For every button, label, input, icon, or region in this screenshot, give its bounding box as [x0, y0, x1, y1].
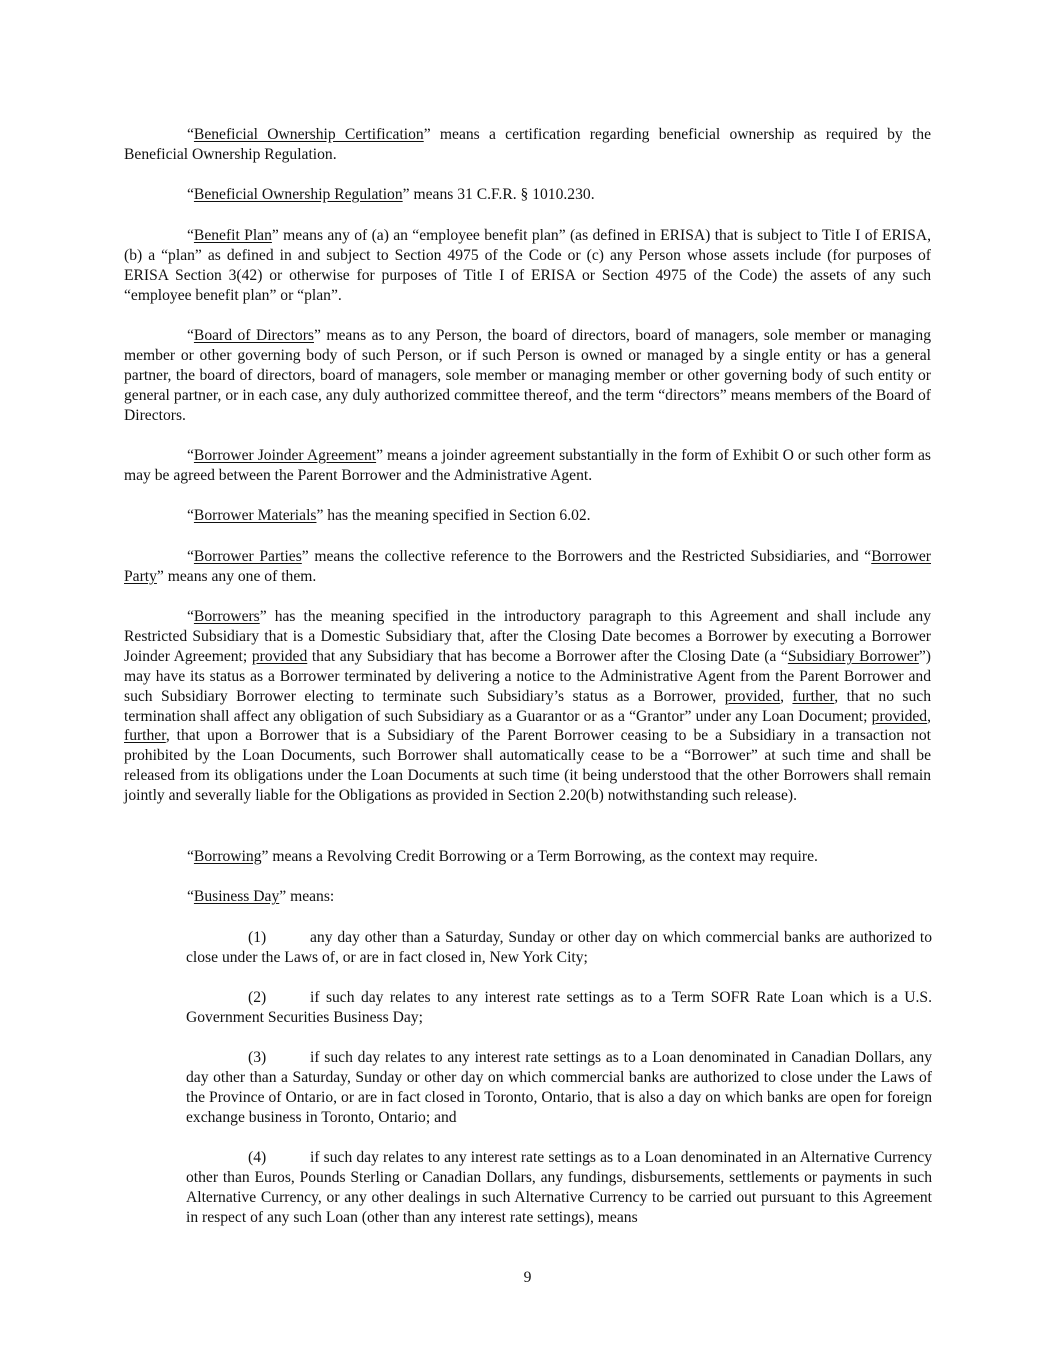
business-day-item-2 [186, 988, 932, 1028]
definition-borrowing [124, 847, 931, 867]
quote-open: “ [187, 608, 194, 625]
proviso-term: provided [724, 687, 781, 705]
item-text: if such day relates to any interest rate settings as to a Loan denominated in an Alternative Currency other than Euros, Pounds Sterling or Canadian Dollars, any fundings, disbursements, settlements or payments in such Alternative Currency, or any other dealings in such Alternative Currency to be carried out pursuant to this Agreement in respect of any such Loan (other than any interest rate settings), means [186, 1149, 932, 1226]
definition-text: ” means a certification regarding beneficial ownership as required by the Beneficial Ownership Regulation. [124, 126, 931, 163]
definition-text: ” means: [279, 888, 335, 905]
definition-benefit-plan [124, 226, 931, 306]
definition-text: , that upon a Borrower that is a Subsidiary of the Parent Borrower ceasing to be a Subsidiary in a transaction not prohibited by the Loan Documents, such Borrower shall automatically cease to be a “Borrower” at such time and shall be released from its obligations under the Loan Documents at such time (it being understood that the other Borrowers shall remain jointly and severally liable for the Obligations as provided in Section 2.20(b) notwithstanding such release). [124, 727, 931, 805]
defined-term: Business Day [193, 888, 280, 905]
page-number: 9 [523, 1269, 532, 1286]
quote-open: “ [187, 548, 194, 565]
quote-open: “ [187, 848, 194, 865]
definition-text: ” has the meaning specified in the introductory paragraph to this Agreement and shall include any Restricted Subsidiary that is a Domestic Subsidiary that, after the Closing Date becomes a Borrower by executing a Borrower Joinder Agreement; [124, 608, 931, 665]
definition-borrower-parties [124, 547, 931, 587]
definition-text: , that no such termination shall affect any obligation of such Subsidiary as a Guarantor or as a “Grantor” under any Loan Document; [124, 687, 932, 725]
definition-text: ”) may have its status as a Borrower terminated by delivering a notice to the Administrative Agent from the Parent Borrower and such Subsidiary Borrower electing to terminate such Subsidiary’s status as a Borrower, [124, 647, 932, 705]
business-day-item-4 [186, 1148, 932, 1228]
definition-business-day [124, 887, 931, 907]
defined-term: Benefit Plan [193, 227, 272, 244]
definition-text: ” means a Revolving Credit Borrowing or a Term Borrowing, as the context may require. [261, 848, 818, 865]
quote-open: “ [187, 447, 194, 464]
quote-open: “ [187, 507, 194, 524]
proviso-term: provided [251, 647, 308, 665]
proviso-term: further [792, 687, 835, 705]
defined-term: Borrower Materials [193, 507, 317, 524]
definition-text-end: ” means any one of them. [156, 567, 317, 585]
defined-term: Borrowers [193, 608, 260, 625]
definition-board-of-directors [124, 326, 931, 426]
definition-beneficial-ownership-regulation [124, 185, 931, 205]
business-day-item-3 [186, 1048, 932, 1128]
quote-open: “ [187, 227, 194, 244]
definition-text: that any Subsidiary that has become a Borrower after the Closing Date (a “ [307, 647, 788, 665]
item-text: any day other than a Saturday, Sunday or other day on which commercial banks are authorized to close under the Laws of, or are in fact closed in, New York City; [186, 929, 932, 966]
quote-open: “ [187, 327, 194, 344]
defined-term: Beneficial Ownership Regulation [193, 186, 403, 203]
definition-text: ” means any of (a) an “employee benefit plan” (as defined in ERISA) that is subject to Title I of ERISA, (b) a “plan” as defined in and subject to Section 4975 of the Code or (c) any Person whose assets include (for purposes of ERISA Section 3(42) or otherwise for purposes of Title I of ERISA or Section 4975 of the Code) the assets of any such “employee benefit plan” or “plan”. [124, 227, 931, 304]
definition-borrowers [124, 607, 931, 806]
definition-text: ” means as to any Person, the board of directors, board of managers, sole member or managing member or other governing body of such Person, or if such Person is owned or managed by a single entity or has a general partner, the board of directors, board of managers, sole member or managing member or other governing body of such entity or general partner, or in each case, any duly authorized committee thereof, and the term “directors” means members of the Board of Directors. [124, 327, 931, 424]
definition-text: ” means a joinder agreement substantially in the form of Exhibit O or such other form as may be agreed between the Parent Borrower and the Administrative Agent. [124, 447, 931, 484]
defined-term-secondary: Subsidiary Borrower [787, 647, 919, 665]
definition-text: , [780, 687, 793, 705]
defined-term: Borrowing [193, 848, 262, 865]
proviso-term: further [124, 727, 166, 745]
defined-term: Beneficial Ownership Certification [193, 126, 424, 143]
item-number: (3) [248, 1049, 267, 1066]
definition-beneficial-ownership-certification [124, 125, 931, 165]
definition-text: ” has the meaning specified in Section 6.02. [316, 507, 591, 524]
business-day-item-1 [186, 928, 932, 968]
item-text: if such day relates to any interest rate settings as to a Loan denominated in Canadian Dollars, any day other than a Saturday, Sunday or other day on which commercial banks are authorized to close under the Laws of the Province of Ontario, or are in fact closed in Toronto, Ontario, that is also a day on which banks are open for foreign exchange business in Toronto, Ontario; and [186, 1049, 932, 1126]
item-text: if such day relates to any interest rate settings as to a Term SOFR Rate Loan which is a U.S. Government Securities Business Day; [186, 989, 932, 1026]
definition-text: ” means 31 C.F.R. § 1010.230. [402, 186, 595, 203]
defined-term: Borrower Joinder Agreement [193, 447, 377, 464]
definition-text: , [927, 707, 931, 725]
definition-borrower-joinder-agreement [124, 446, 931, 486]
proviso-term: provided [871, 707, 928, 725]
definition-borrower-materials [124, 506, 931, 526]
quote-open: “ [187, 186, 194, 203]
definition-text: ” means the collective reference to the Borrowers and the Restricted Subsidiaries, and “ [301, 548, 872, 565]
quote-open: “ [187, 888, 194, 905]
item-number: (2) [248, 989, 267, 1006]
defined-term: Board of Directors [193, 327, 314, 344]
defined-term: Borrower Parties [193, 548, 302, 565]
item-number: (1) [248, 929, 267, 946]
quote-open: “ [187, 126, 194, 143]
item-number: (4) [248, 1149, 267, 1166]
defined-term-secondary: Borrower Party [124, 548, 931, 585]
